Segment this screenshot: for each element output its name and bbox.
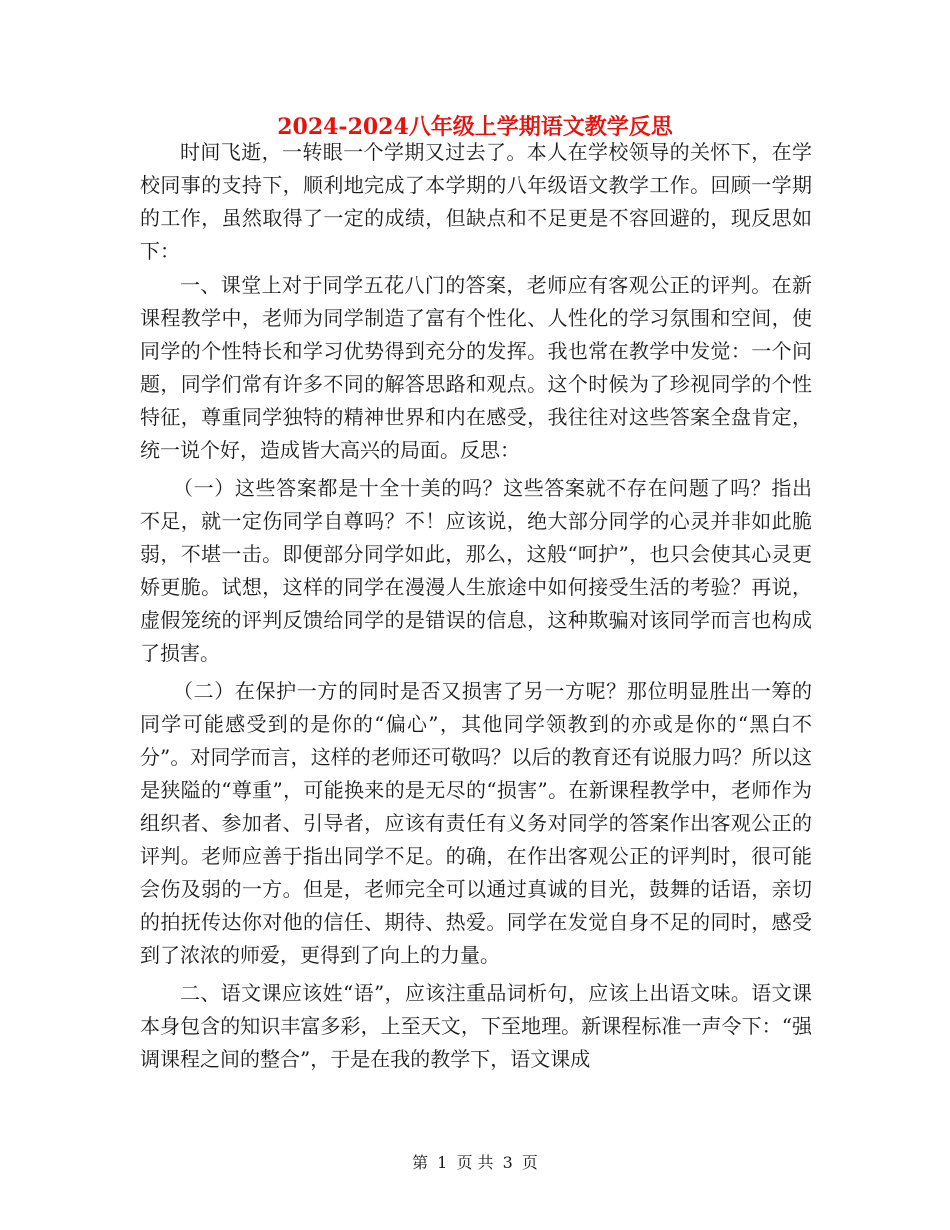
paragraph-intro: 时间飞逝，一转眼一个学期又过去了。本人在学校领导的关怀下，在学校同事的支持下，顺利地完成了本学期的八年级语文教学工作。回顾一学期的工作，虽然取得了一定的成绩，但缺点和不足更是不容回避的，现反思如下：: [140, 140, 812, 263]
page-footer: [0, 1152, 950, 1174]
paragraph-section-1: 一、课堂上对于同学五花八门的答案，老师应有客观公正的评判。在新课程教学中，老师为同学制造了富有个性化、人性化的学习氛围和空间，使同学的个性特长和学习优势得到充分的发挥。我也常在教学中发觉：一个问题，同学们常有许多不同的解答思路和观点。这个时候为了珍视同学的个性特征，尊重同学独特的精神世界和内在感受，我往往对这些答案全盘肯定，统一说个好，造成皆大高兴的局面。反思：: [140, 273, 812, 462]
document-title: 2024-2024八年级上学期语文教学反思: [277, 114, 673, 140]
footer-total-pages: 3: [502, 1153, 513, 1172]
footer-page-number: 1: [437, 1153, 448, 1172]
document-body: [140, 136, 812, 1076]
footer-suffix: 页: [521, 1153, 538, 1172]
paragraph-subsection-2: （二）在保护一方的同时是否又损害了另一方呢？那位明显胜出一筹的同学可能感受到的是你的“偏心”，其他同学领教到的亦或是你的“黑白不分”。对同学而言，这样的老师还可敬吗？以后的教育还有说服力吗？所以这是狭隘的“尊重”，可能换来的是无尽的“损害”。在新课程教学中，老师作为组织者、参加者、引导者，应该有责任有义务对同学的答案作出客观公正的评判。老师应善于指出同学不足。的确，在作出客观公正的评判时，很可能会伤及弱的一方。但是，老师完全可以通过真诚的目光，鼓舞的话语，亲切的拍抚传达你对他的信任、期待、热爱。同学在发觉自身不足的同时，感受到了浓浓的师爱，更得到了向上的力量。: [140, 679, 812, 967]
paragraph-subsection-1: （一）这些答案都是十全十美的吗？这些答案就不存在问题了吗？指出不足，就一定伤同学自尊吗？不！应该说，绝大部分同学的心灵并非如此脆弱，不堪一击。即便部分同学如此，那么，这般“呵护”，也只会使其心灵更娇更脆。试想，这样的同学在漫漫人生旅途中如何接受生活的考验？再说，虚假笼统的评判反馈给同学的是错误的信息，这种欺骗对该同学而言也构成了损害。: [140, 476, 812, 665]
paragraph-section-2: 二、语文课应该姓“语”，应该注重品词析句，应该上出语文味。语文课本身包含的知识丰富多彩，上至天文，下至地理。新课程标准一声令下：“强调课程之间的整合”，于是在我的教学下，语文课成: [140, 981, 812, 1071]
footer-middle: 页 共: [456, 1153, 494, 1172]
footer-prefix: 第: [412, 1153, 429, 1172]
